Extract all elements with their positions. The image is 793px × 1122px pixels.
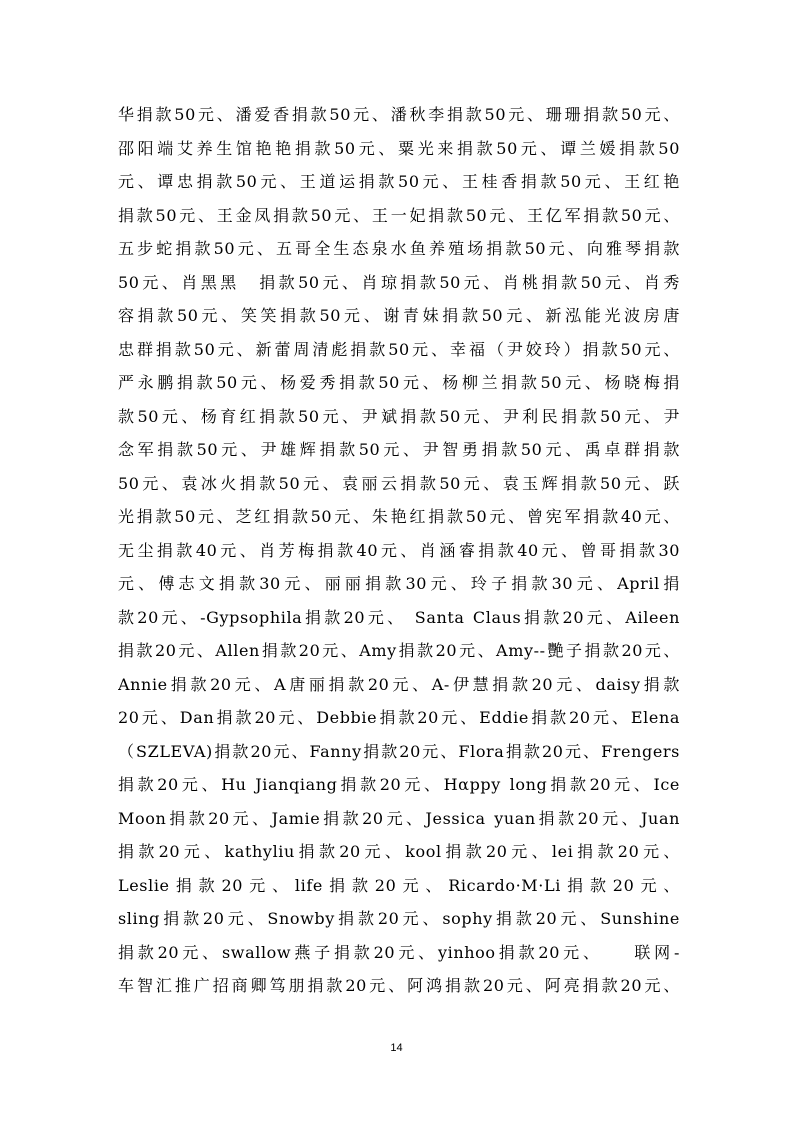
text-line: sling捐款20元、Snowby捐款20元、sophy捐款20元、Sunshine bbox=[118, 909, 680, 928]
text-line: 车智汇推广招商卿笃朋捐款20元、阿鸿捐款20元、阿亮捐款20元、 bbox=[118, 976, 680, 995]
text-line: 华捐款50元、潘爱香捐款50元、潘秋李捐款50元、珊珊捐款50元、 bbox=[118, 105, 680, 124]
text-line: Moon捐款20元、Jamie捐款20元、Jessica yuan捐款20元、Juan bbox=[118, 808, 680, 828]
text-line: 20元、Dan捐款20元、Debbie捐款20元、Eddie捐款20元、Elena bbox=[118, 708, 680, 727]
text-line: 捐款50元、王金凤捐款50元、王一妃捐款50元、王亿军捐款50元、 bbox=[118, 205, 680, 225]
text-line: Leslie捐款20元、life捐款20元、Ricardo·M·Li捐款20元、 bbox=[118, 875, 680, 895]
text-line: 忠群捐款50元、新蕾周清彪捐款50元、幸福（尹姣玲）捐款50元、 bbox=[118, 339, 680, 359]
text-line: 元、傅志文捐款30元、丽丽捐款30元、玲子捐款30元、April捐 bbox=[118, 574, 680, 593]
text-line: 捐款20元、swallow燕子捐款20元、yinhoo捐款20元、 联网- bbox=[118, 942, 680, 962]
text-line: 元、谭忠捐款50元、王道运捐款50元、王桂香捐款50元、王红艳 bbox=[118, 172, 680, 191]
text-line: 款50元、杨育红捐款50元、尹斌捐款50元、尹利民捐款50元、尹 bbox=[118, 406, 680, 426]
text-line: 邵阳端艾养生馆艳艳捐款50元、粟光来捐款50元、谭兰媛捐款50 bbox=[118, 138, 680, 158]
text-line: 捐款20元、Allen捐款20元、Amy捐款20元、Amy--艷子捐款20元、 bbox=[118, 641, 680, 660]
text-line: 念军捐款50元、尹雄辉捐款50元、尹智勇捐款50元、禹卓群捐款 bbox=[118, 440, 680, 459]
text-line: 五步蛇捐款50元、五哥全生态泉水鱼养殖场捐款50元、向雅琴捐款 bbox=[118, 239, 680, 258]
text-line: 捐款20元、Hu Jianqiang捐款20元、Hαppy long捐款20元、Ice bbox=[118, 775, 680, 794]
text-line: 光捐款50元、芝红捐款50元、朱艳红捐款50元、曾宪军捐款40元、 bbox=[118, 507, 680, 526]
text-line: 50元、袁冰火捐款50元、袁丽云捐款50元、袁玉辉捐款50元、跃 bbox=[118, 473, 680, 493]
text-line: （SZLEVA)捐款20元、Fanny捐款20元、Flora捐款20元、Frengers bbox=[118, 741, 680, 761]
text-line: 捐款20元、kathyliu捐款20元、kool捐款20元、lei捐款20元、 bbox=[118, 842, 680, 861]
text-line: 容捐款50元、笑笑捐款50元、谢青妹捐款50元、新泓能光波房唐 bbox=[118, 306, 680, 325]
text-line: 无尘捐款40元、肖芳梅捐款40元、肖涵睿捐款40元、曾哥捐款30 bbox=[118, 540, 680, 560]
text-line: 50元、肖黑黑 捐款50元、肖琼捐款50元、肖桃捐款50元、肖秀 bbox=[118, 272, 680, 292]
text-line: Annie捐款20元、A唐丽捐款20元、A-伊慧捐款20元、daisy捐款 bbox=[118, 674, 680, 694]
text-line: 严永鹏捐款50元、杨爱秀捐款50元、杨柳兰捐款50元、杨晓梅捐 bbox=[118, 373, 680, 392]
text-line: 款20元、-Gypsophila捐款20元、 Santa Claus捐款20元、Aileen bbox=[118, 607, 680, 627]
page-number: 14 bbox=[390, 1042, 403, 1054]
donation-list-text bbox=[118, 98, 680, 1003]
